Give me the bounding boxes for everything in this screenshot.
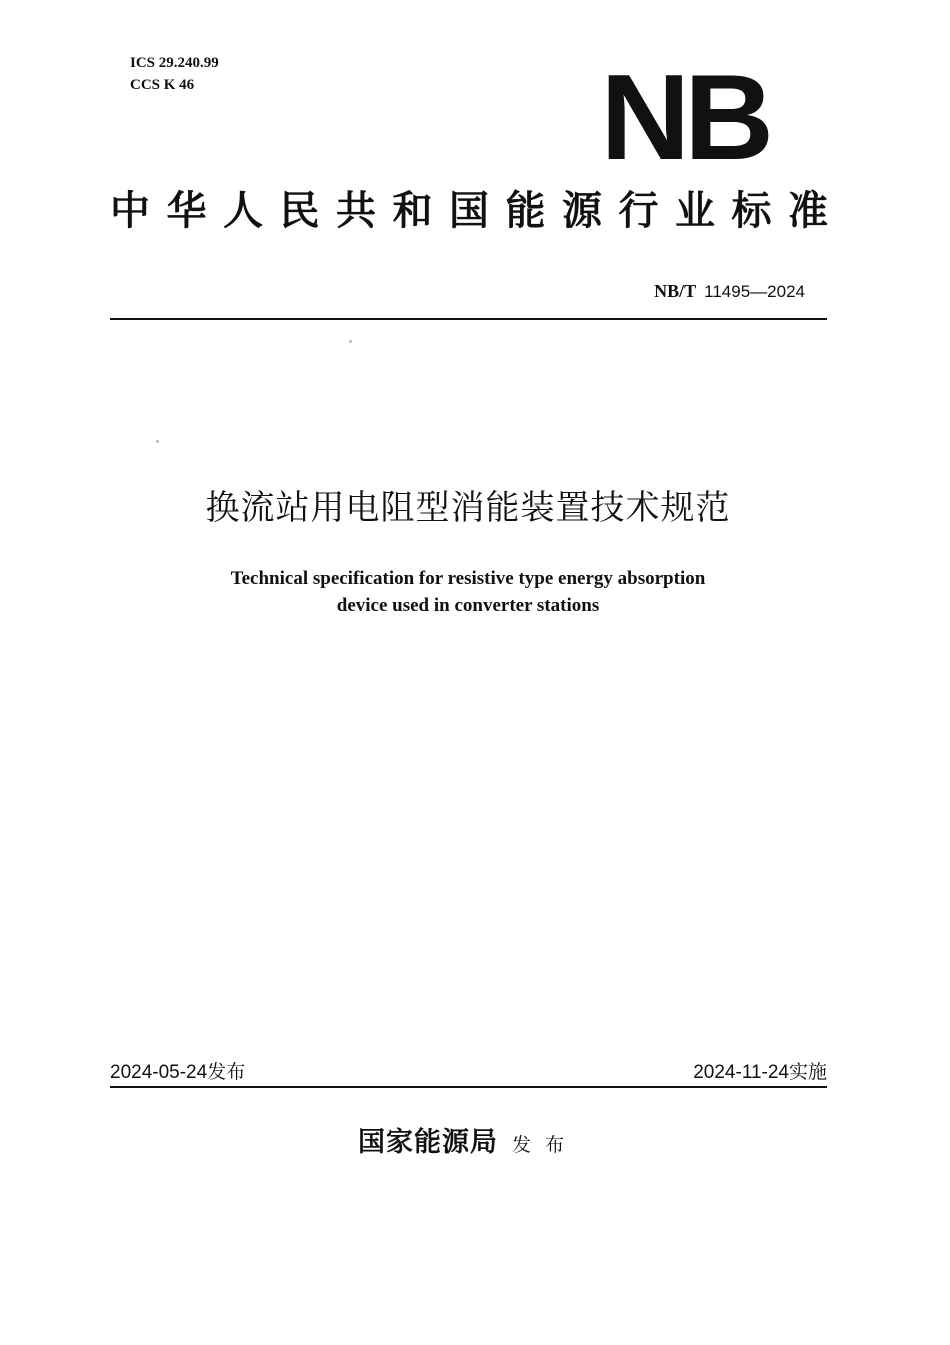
issuer [0, 1123, 936, 1166]
chinese-title: 换流站用电阻型消能装置技术规范 [205, 488, 731, 528]
scan-speck [156, 440, 159, 443]
english-title-line-2: device used in converter stations [336, 595, 600, 616]
nb-logo: NB [600, 49, 768, 185]
scan-speck [349, 340, 352, 343]
issuer-verb: 发布 [511, 1134, 578, 1156]
implementation-date: 2024-11-24实施 [693, 1062, 827, 1083]
standard-prefix: NB/T [654, 281, 697, 301]
ics-code: ICS 29.240.99 [130, 55, 219, 71]
agency-title: 中华人民共和国能源行业标准 [110, 187, 830, 234]
issuer-name: 国家能源局 [357, 1127, 498, 1158]
issue-date: 2024-05-24发布 [110, 1062, 246, 1083]
english-title-line-1: Technical specification for resistive type energy absorption [230, 568, 706, 589]
classification-codes [130, 52, 219, 96]
standard-code: 11495—2024 [704, 282, 805, 301]
bottom-divider [110, 1086, 827, 1088]
top-divider [110, 318, 827, 320]
standard-number [654, 279, 805, 304]
english-title [0, 565, 936, 619]
ccs-code: CCS K 46 [130, 77, 195, 93]
